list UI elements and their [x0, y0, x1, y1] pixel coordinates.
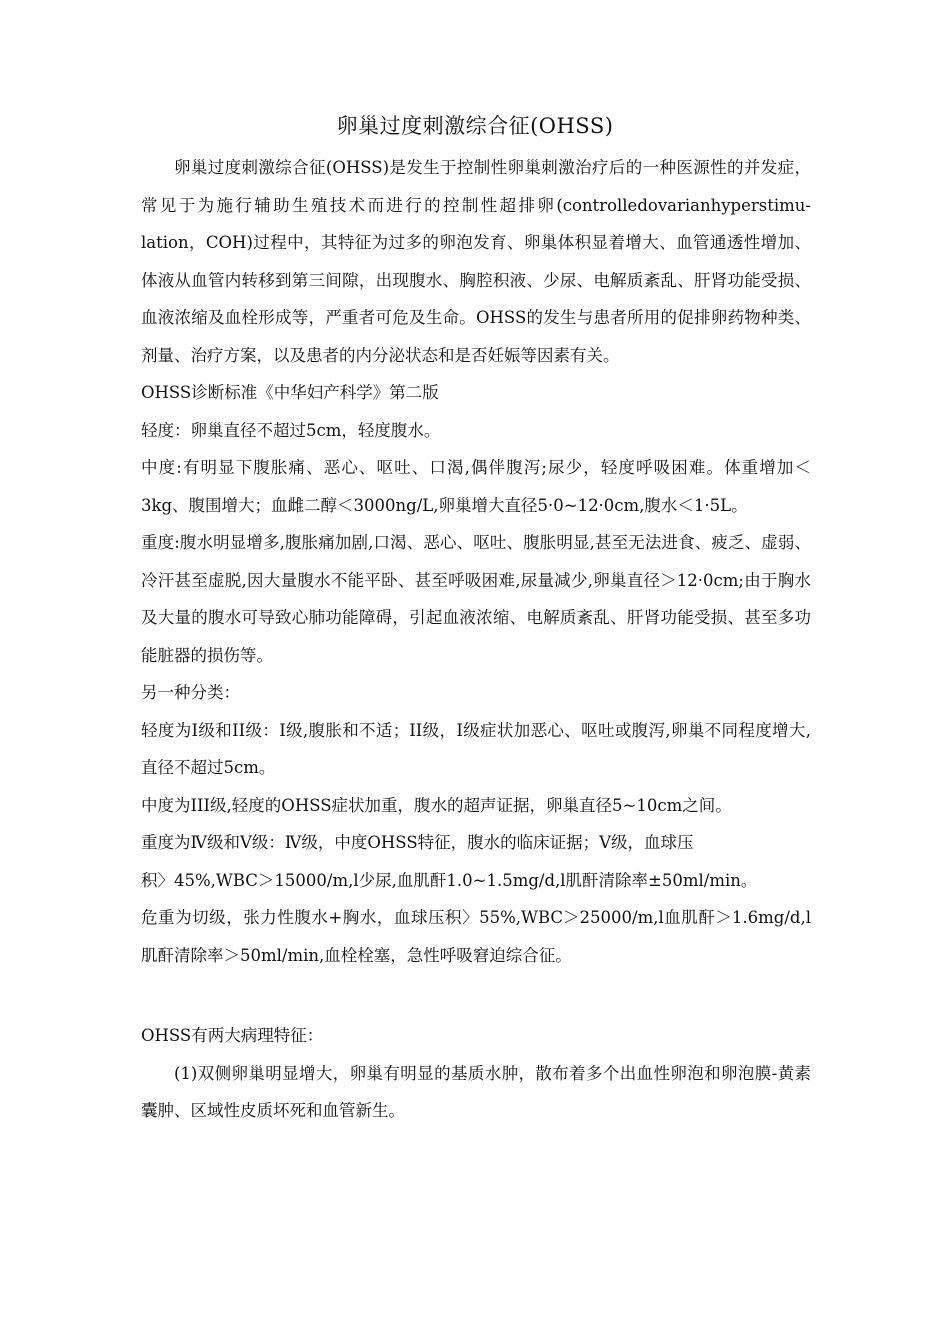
alt-severe-grade-line-2: 积〉45%,WBC＞15000/m,l少尿,血肌酐1.0~1.5mg/d,l肌酐清除率±50ml/min。 [141, 870, 758, 890]
diagnosis-heading: OHSS诊断标准《中华妇产科学》第二版 [141, 383, 439, 402]
critical-grade: 危重为切级，张力性腹水+胸水，血球压积〉55%,WBC＞25000/m,l血肌酐＞1.6mg/d,l肌酐清除率＞50ml/min,血栓栓塞，急性呼吸窘迫综合征。 [141, 908, 811, 965]
alt-severe-grade-line-1: 重度为Ⅳ级和Ⅴ级：Ⅳ级，中度OHSS特征，腹水的临床证据；Ⅴ级，血球压 [141, 833, 694, 852]
intro-paragraph: 卵巢过度刺激综合征(OHSS)是发生于控制性卵巢刺激治疗后的一种医源性的并发症，常见于为施行辅助生殖技术而进行的控制性超排卵(controlledovarianhyperstimu-lation，COH)过程中，其特征为过多的卵泡发育、卵巢体积显着增大、血管通透性增加、体液从血管内转移到第三间隙，出现腹水、胸腔积液、少尿、电解质紊乱、肝肾功能受损、血液浓缩及血栓形成等，严重者可危及生命。OHSS的发生与患者所用的促排卵药物种类、剂量、治疗方案，以及患者的内分泌状态和是否妊娠等因素有关。 [141, 158, 811, 365]
alt-mild-grade: 轻度为I级和II级：I级,腹胀和不适；II级，I级症状加恶心、呕吐或腹泻,卵巢不同程度增大,直径不超过5cm。 [141, 720, 811, 777]
moderate-criteria: 中度:有明显下腹胀痛、恶心、呕吐、口渴,偶伴腹泻;尿少，轻度呼吸困难。体重增加＜3kg、腹围增大；血雌二醇＜3000ng/L,卵巢增大直径5·0~12·0cm,腹水＜1·5L。 [141, 458, 811, 515]
pathology-feature-1: (1)双侧卵巢明显增大，卵巢有明显的基质水肿，散布着多个出血性卵泡和卵泡膜-黄素囊肿、区域性皮质坏死和血管新生。 [141, 1063, 811, 1120]
document-body [141, 149, 811, 1130]
alt-classification-heading: 另一种分类： [141, 683, 240, 702]
alt-moderate-grade: 中度为III级,轻度的OHSS症状加重，腹水的超声证据，卵巢直径5~10cm之间。 [141, 795, 732, 815]
severe-criteria: 重度:腹水明显增多,腹胀痛加剧,口渴、恶心、呕吐、腹胀明显,甚至无法进食、疲乏、虚弱、冷汗甚至虚脱,因大量腹水不能平卧、甚至呼吸困难,尿量减少,卵巢直径＞12·0cm;由于胸水及大量的腹水可导致心肺功能障碍，引起血液浓缩、电解质紊乱、肝肾功能受损、甚至多功能脏器的损伤等。 [141, 533, 811, 665]
document-title: 卵巢过度刺激综合征(OHSS) [336, 114, 614, 138]
paragraph-gap [141, 974, 811, 1017]
mild-criteria: 轻度：卵巢直径不超过5cm，轻度腹水。 [141, 420, 441, 440]
pathology-heading: OHSS有两大病理特征： [141, 1026, 324, 1045]
